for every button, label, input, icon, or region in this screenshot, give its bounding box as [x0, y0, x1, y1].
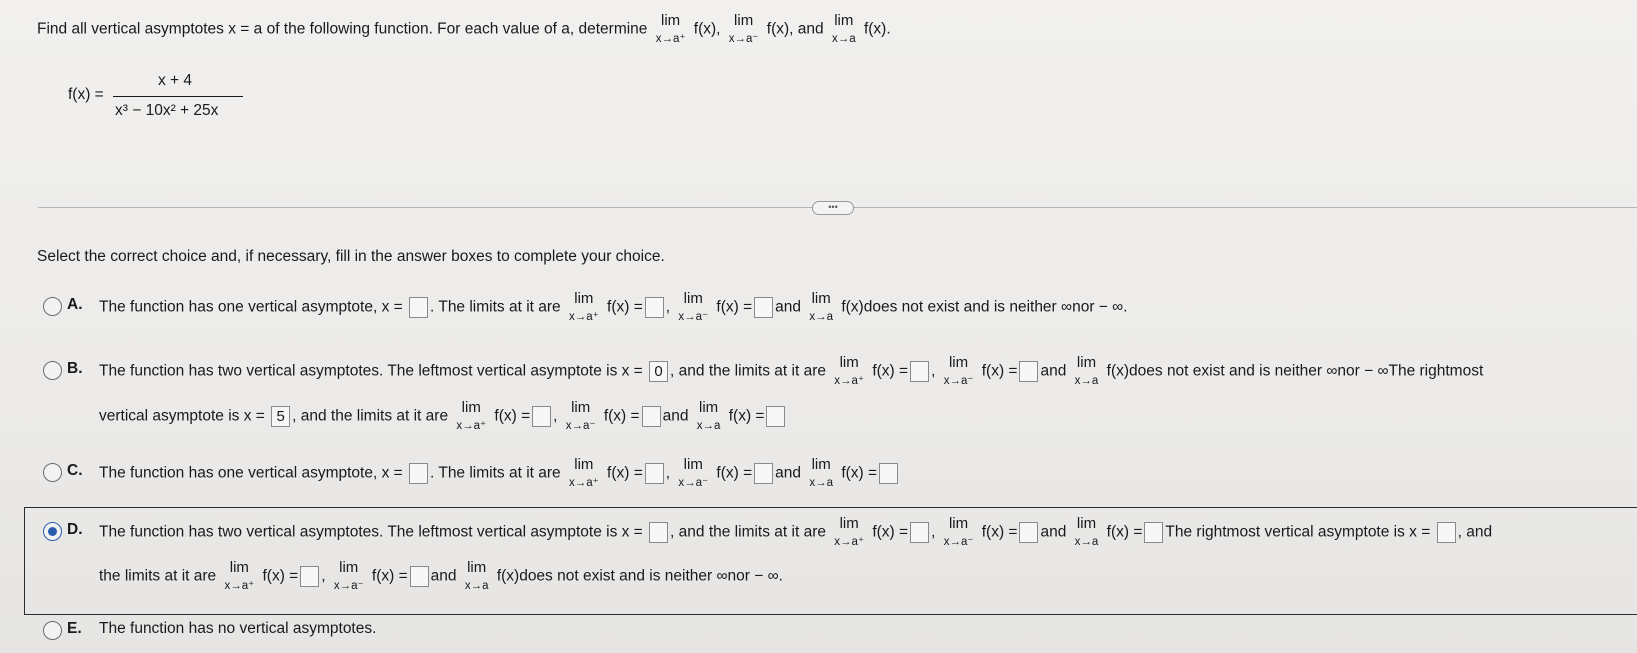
choice-b-left-limit-box[interactable]: [1019, 361, 1038, 382]
choice-b-radio[interactable]: [43, 361, 62, 380]
instruction-text: Select the correct choice and, if necessary, fill in the answer boxes to complete your choice.: [37, 248, 665, 265]
choice-b-part1: The function has two vertical asymptotes. The leftmost vertical asymptote is x =: [99, 362, 643, 380]
fx-end-label: f(x).: [863, 20, 891, 38]
fx-label: f(x),: [693, 20, 721, 38]
choice-b-line1: [99, 355, 1483, 388]
choice-d-ending: f(x)does not exist and is neither ∞nor − ∞.: [496, 567, 783, 585]
choice-a-part2: . The limits at it are: [430, 298, 561, 316]
limit-left: lim x→a⁻: [943, 515, 974, 548]
and-word: and: [430, 567, 457, 585]
choice-d-radio[interactable]: [43, 522, 62, 541]
choice-a-fx: f(x) =: [607, 298, 643, 316]
choice-b-2-right-limit-box[interactable]: [532, 406, 551, 427]
choice-c-radio[interactable]: [43, 463, 62, 482]
choice-d-left-asymptote-box[interactable]: [649, 522, 668, 543]
choice-a-part1: The function has one vertical asymptote, x =: [99, 298, 403, 316]
choice-c-fx: f(x) =: [716, 464, 753, 482]
choice-b-fx: f(x) =: [872, 362, 909, 380]
limit-left: lim x→a⁻: [728, 12, 759, 45]
choice-a-fx: f(x) =: [716, 298, 753, 316]
choice-d-fx: f(x) =: [872, 523, 909, 541]
choice-d-letter: D.: [67, 521, 83, 538]
choice-d-right-limit-box[interactable]: [910, 522, 929, 543]
question-prefix: Find all vertical asymptotes x = a of the following function. For each value of a, determine: [37, 20, 648, 38]
comma: ,: [665, 298, 671, 316]
choice-e-letter: E.: [67, 620, 82, 637]
fx-and-label: f(x), and: [766, 20, 824, 38]
limit-right: lim x→a⁺: [224, 559, 255, 592]
choice-a-left-limit-box[interactable]: [754, 297, 773, 318]
choice-d-fx: f(x) =: [1106, 523, 1143, 541]
comma: ,: [665, 464, 671, 482]
choice-c-right-limit-box[interactable]: [645, 463, 664, 484]
choice-b-fx: f(x) =: [494, 407, 531, 425]
limit-right: lim x→a⁺: [456, 399, 487, 432]
function-lhs: f(x) =: [68, 86, 104, 103]
choice-d-right-asymptote-box[interactable]: [1437, 522, 1456, 543]
limit-two-sided: lim x→a: [831, 12, 856, 45]
choice-a-text: [99, 291, 1128, 324]
limit-two-sided: lim x→a: [464, 559, 489, 592]
choice-b-part2: , and the limits at it are: [670, 362, 826, 380]
choice-d-left-limit-box[interactable]: [1019, 522, 1038, 543]
choice-b-line2: [99, 400, 787, 433]
choice-d-fx: f(x) =: [262, 567, 299, 585]
choice-d-part2: , and the limits at it are: [670, 523, 826, 541]
limit-two-sided: lim x→a: [696, 399, 721, 432]
limit-right: lim x→a⁺: [834, 515, 865, 548]
choice-b-letter: B.: [67, 360, 83, 377]
and-word: and: [1040, 362, 1067, 380]
choice-d-part3: The rightmost vertical asymptote is x =: [1165, 523, 1431, 541]
limit-right: lim x→a⁺: [568, 456, 599, 489]
choice-c-left-limit-box[interactable]: [754, 463, 773, 484]
choice-d-part4: , and: [1457, 523, 1493, 541]
limit-two-sided: lim x→a: [809, 290, 834, 323]
choice-d-two-sided-box[interactable]: [1144, 522, 1163, 543]
limit-left: lim x→a⁻: [565, 399, 596, 432]
choice-c-two-sided-box[interactable]: [879, 463, 898, 484]
choice-d-2-left-limit-box[interactable]: [410, 566, 429, 587]
limit-left: lim x→a⁻: [678, 456, 709, 489]
choice-d-line2-part1: the limits at it are: [99, 567, 217, 585]
comma: ,: [931, 362, 936, 380]
choice-b-fx: f(x) =: [981, 362, 1018, 380]
choice-b-left-asymptote-value[interactable]: 0: [649, 361, 668, 382]
limit-left: lim x→a⁻: [943, 354, 974, 387]
comma: ,: [321, 567, 326, 585]
choice-c-text: [99, 457, 900, 490]
limit-left: lim x→a⁻: [333, 559, 364, 592]
limit-right: lim x→a⁺: [655, 12, 686, 45]
question-prompt: [37, 13, 891, 46]
choice-a-letter: A.: [67, 296, 83, 313]
choice-b-line2-part2: , and the limits at it are: [292, 407, 449, 425]
choice-b-fx: f(x) =: [728, 407, 765, 425]
choice-c-part1: The function has one vertical asymptote, x =: [99, 464, 403, 482]
choice-c-fx: f(x) =: [607, 464, 643, 482]
function-numerator: x + 4: [158, 72, 193, 89]
limit-right: lim x→a⁺: [568, 290, 599, 323]
choice-e-radio[interactable]: [43, 621, 62, 640]
choice-b-2-left-limit-box[interactable]: [642, 406, 661, 427]
and-word: and: [662, 407, 689, 425]
choice-d-line1: [99, 516, 1492, 549]
choice-a-radio[interactable]: [43, 297, 62, 316]
choice-a-asymptote-box[interactable]: [409, 297, 428, 318]
choice-a-ending: f(x)does not exist and is neither ∞nor − ∞.: [841, 298, 1128, 316]
choice-c-asymptote-box[interactable]: [409, 463, 428, 484]
choice-d-fx: f(x) =: [371, 567, 408, 585]
choice-d-fx: f(x) =: [981, 523, 1018, 541]
limit-two-sided: lim x→a: [1074, 354, 1099, 387]
choice-b-right-asymptote-value[interactable]: 5: [271, 406, 290, 427]
choice-d-line2: [99, 560, 783, 593]
and-word: and: [775, 298, 802, 316]
choice-b-ending: f(x)does not exist and is neither ∞nor − ∞The rightmost: [1106, 362, 1484, 380]
limit-left: lim x→a⁻: [678, 290, 709, 323]
choice-b-right-limit-box[interactable]: [910, 361, 929, 382]
comma: ,: [553, 407, 558, 425]
limit-two-sided: lim x→a: [1074, 515, 1099, 548]
choice-b-2-two-sided-box[interactable]: [766, 406, 785, 427]
choice-d-part1: The function has two vertical asymptotes. The leftmost vertical asymptote is x =: [99, 523, 643, 541]
choice-e-text: The function has no vertical asymptotes.: [99, 620, 377, 637]
choice-b-line2-part1: vertical asymptote is x =: [99, 407, 265, 425]
limit-two-sided: lim x→a: [809, 456, 834, 489]
choice-c-part2: . The limits at it are: [430, 464, 561, 482]
function-denominator: x³ − 10x² + 25x: [115, 102, 219, 119]
choice-c-fx: f(x) =: [841, 464, 878, 482]
comma: ,: [931, 523, 936, 541]
and-word: and: [775, 464, 802, 482]
choice-b-fx: f(x) =: [603, 407, 640, 425]
choice-a-right-limit-box[interactable]: [645, 297, 664, 318]
choice-d-2-right-limit-box[interactable]: [300, 566, 319, 587]
choice-c-letter: C.: [67, 462, 83, 479]
limit-right: lim x→a⁺: [834, 354, 865, 387]
fraction-bar: [113, 96, 243, 97]
and-word: and: [1040, 523, 1067, 541]
expand-toggle[interactable]: •••: [812, 201, 854, 215]
